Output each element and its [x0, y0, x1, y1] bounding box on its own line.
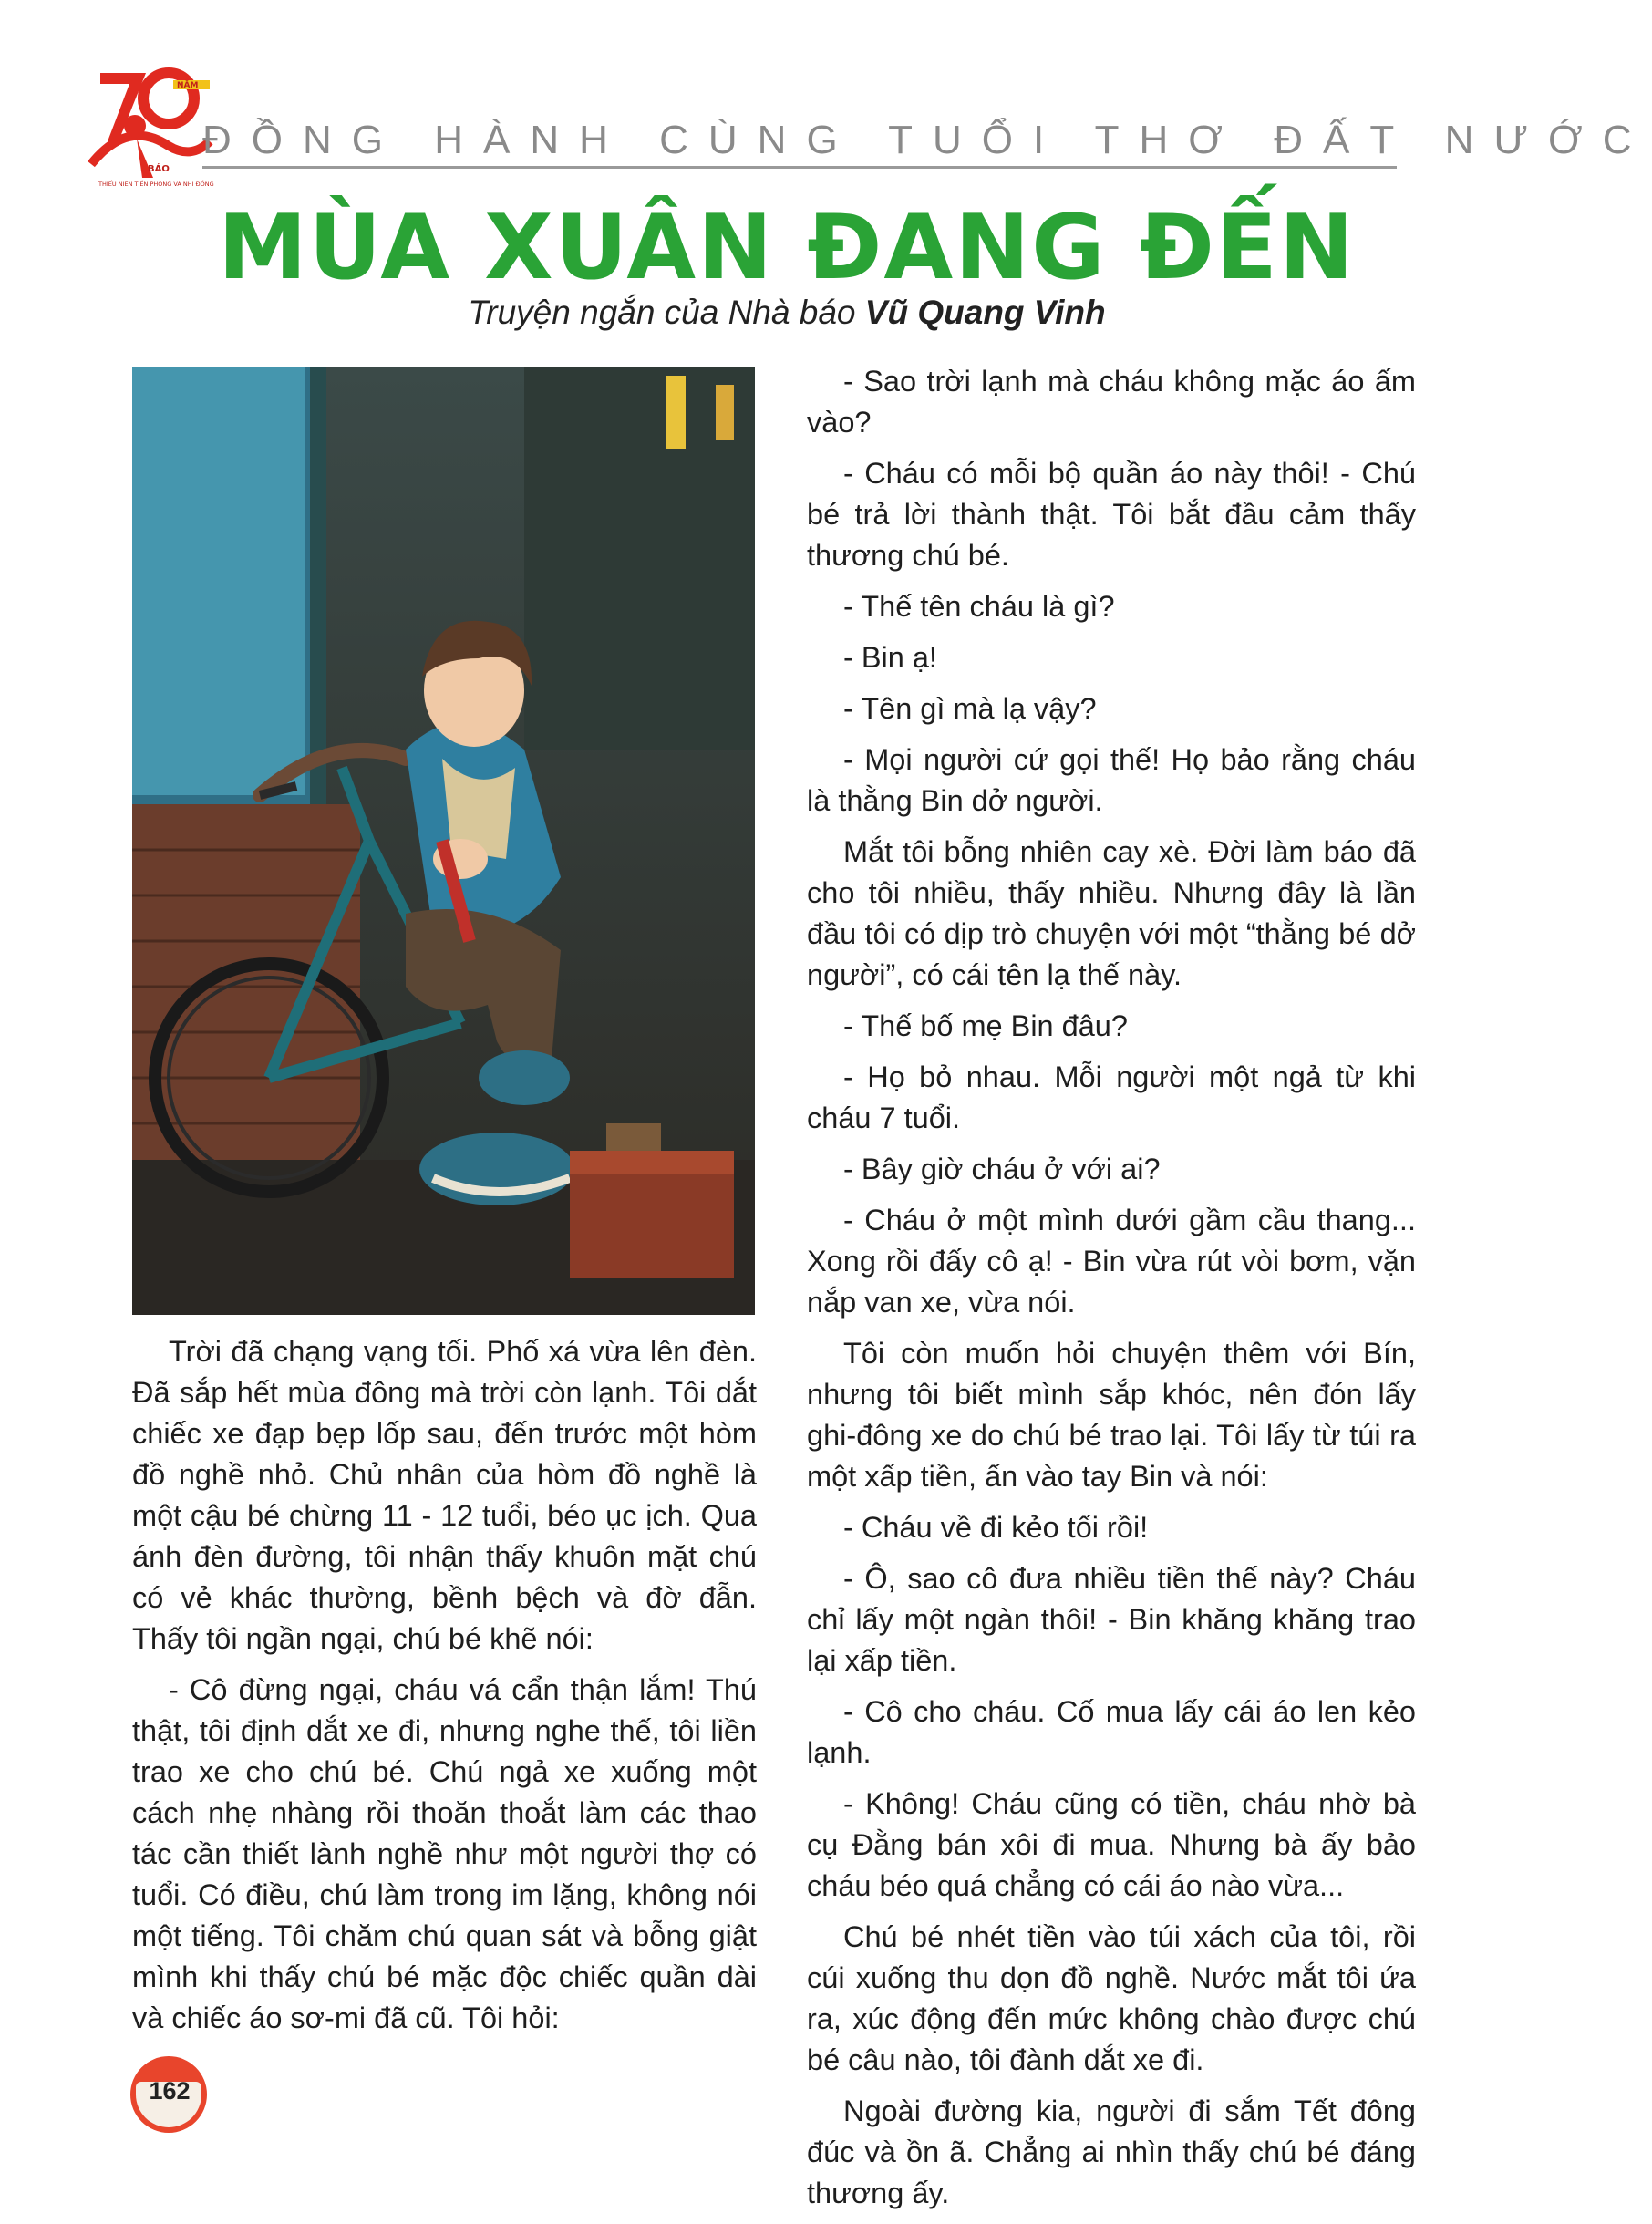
paragraph: - Thế tên cháu là gì?: [843, 590, 1115, 623]
paragraph: - Cô cho cháu. Cố mua lấy cái áo len kẻo lạnh.: [807, 1695, 1416, 1769]
anniversary-logo: [82, 55, 219, 191]
paragraph: - Mọi người cứ gọi thế! Họ bảo rằng cháu là thằng Bin dở người.: [807, 743, 1416, 817]
paragraph: - Sao trời lạnh mà cháu không mặc áo ấm vào?: [807, 365, 1416, 439]
paragraph: - Cháu ở một mình dưới gầm cầu thang... Xong rồi đấy cô ạ! - Bin vừa rút vòi bơm, vặn nắp van xe, vừa nói.: [807, 1204, 1416, 1319]
paragraph: - Họ bỏ nhau. Mỗi người một ngả từ khi cháu 7 tuổi.: [807, 1060, 1416, 1134]
paragraph: - Cô đừng ngại, cháu vá cẩn thận lắm! Thú thật, tôi định dắt xe đi, nhưng nghe thế, tôi liền trao xe cho chú bé. Chú ngả xe xuống một cách nhẹ nhàng rồi thoăn thoắt làm các thao tác cần thiết lành nghề như một người thợ có tuổi. Có điều, chú làm trong im lặng, không nói một tiếng. Tôi chăm chú quan sát và bỗng giật mình khi thấy chú bé mặc độc chiếc quần dài và chiếc áo sơ-mi đã cũ. Tôi hỏi:: [132, 1673, 757, 2034]
paragraph: Trời đã chạng vạng tối. Phố xá vừa lên đèn. Đã sắp hết mùa đông mà trời còn lạnh. Tôi dắt chiếc xe đạp bẹp lốp sau, đến trước một hòm đồ nghề nhỏ. Chủ nhân của hòm đồ nghề là một cậu bé chừng 11 - 12 tuổi, béo ục ịch. Qua ánh đèn đường, tôi nhận thấy khuôn mặt chú có vẻ khác thường, bềnh bệch và đờ đẫn. Thấy tôi ngần ngại, chú bé khẽ nói:: [132, 1335, 757, 1655]
paragraph: Mắt tôi bỗng nhiên cay xè. Đời làm báo đã cho tôi nhiều, thấy nhiều. Nhưng đây là lần đầu tôi có dịp trò chuyện với một “thằng bé dở người”, có cái tên lạ thế này.: [807, 835, 1416, 991]
article-title: MÙA XUÂN ĐANG ĐẾN: [218, 196, 1356, 300]
paragraph: Chú bé nhét tiền vào túi xách của tôi, rồi cúi xuống thu dọn đồ nghề. Nước mắt tôi ứa ra, xúc động đến mức không chào được chú bé câu nào, tôi đành dắt xe đi.: [807, 1920, 1416, 2076]
svg-text:NĂM: NĂM: [177, 81, 199, 90]
svg-text:THIẾU NIÊN TIỀN PHONG VÀ NHI Đ: THIẾU NIÊN TIỀN PHONG VÀ NHI ĐỒNG: [98, 181, 214, 188]
paragraph: Tôi còn muốn hỏi chuyện thêm với Bín, nhưng tôi biết mình sắp khóc, nên đón lấy ghi-đông xe do chú bé trao lại. Tôi lấy từ túi ra một xấp tiền, ấn vào tay Bin và nói:: [807, 1337, 1416, 1493]
byline-prefix: Truyện ngắn của Nhà báo: [468, 294, 865, 331]
paragraph: - Tên gì mà lạ vậy?: [843, 692, 1097, 725]
story-illustration: [132, 367, 755, 1315]
paragraph: - Không! Cháu cũng có tiền, cháu nhờ bà cụ Đằng bán xôi đi mua. Nhưng bà ấy bảo cháu béo quá chẳng có cái áo nào vừa...: [807, 1787, 1416, 1902]
byline-author: Vũ Quang Vinh: [864, 294, 1106, 331]
paragraph: - Thế bố mẹ Bin đâu?: [843, 1009, 1128, 1042]
paragraph: - Cháu về đi kẻo tối rồi!: [843, 1511, 1149, 1544]
running-head: ĐỒNG HÀNH CÙNG TUỔI THƠ ĐẤT NƯỚC: [202, 117, 1397, 169]
byline: [0, 294, 1574, 332]
svg-text:BÁO: BÁO: [148, 164, 170, 174]
right-text-column: [807, 361, 1416, 2224]
paragraph: - Cháu có mỗi bộ quần áo này thôi! - Chú bé trả lời thành thật. Tôi bắt đầu cảm thấy thương chú bé.: [807, 457, 1416, 572]
paragraph: - Bin ạ!: [843, 641, 937, 674]
paragraph: - Bây giờ cháu ở với ai?: [843, 1153, 1161, 1185]
paragraph: - Ô, sao cô đưa nhiều tiền thế này? Cháu chỉ lấy một ngàn thôi! - Bin khăng khăng trao lại xấp tiền.: [807, 1562, 1416, 1677]
paragraph: Ngoài đường kia, người đi sắm Tết đông đúc và ồn ã. Chẳng ai nhìn thấy chú bé đáng thương ấy.: [807, 2095, 1416, 2209]
page-number: 162: [149, 2077, 191, 2105]
left-text-column: [132, 1331, 757, 2049]
